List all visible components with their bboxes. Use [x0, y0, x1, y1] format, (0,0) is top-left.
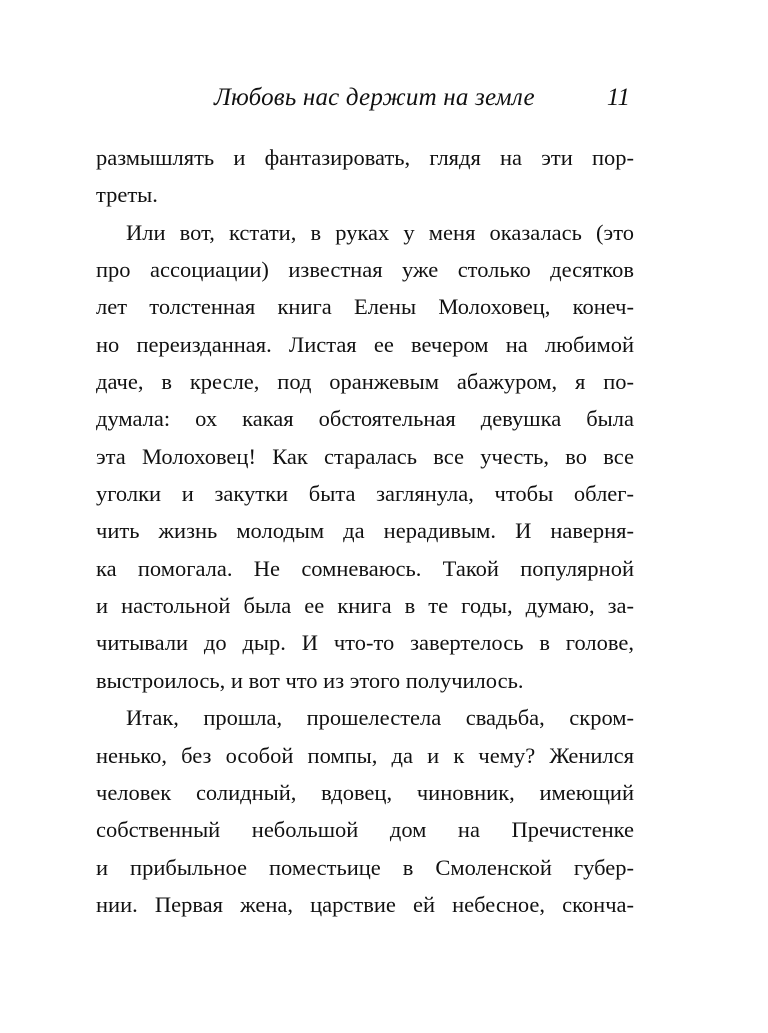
running-title: Любовь нас держит на земле [214, 84, 535, 111]
text-line: человек солидный, вдовец, чиновник, имеющий [96, 779, 634, 805]
page-number: 11 [606, 84, 630, 111]
text-line: читывали до дыр. И что-то завертелось в голове, [96, 630, 634, 656]
text-line: треты. [96, 182, 158, 208]
text-line: размышлять и фантазировать, глядя на эти пор- [96, 145, 634, 170]
text-line: выстроилось, и вот что из этого получилось. [96, 667, 524, 693]
text-line: чить жизнь молодым да нерадивым. И наверня- [96, 518, 634, 544]
text-line: думала: ох какая обстоятельная девушка была [96, 406, 634, 432]
running-header [96, 84, 634, 120]
text-line: нии. Первая жена, царствие ей небесное, сконча- [96, 891, 634, 917]
text-line: ненько, без особой помпы, да и к чему? Женился [96, 742, 634, 768]
text-line: лет толстенная книга Елены Молоховец, конеч- [96, 294, 634, 320]
text-line: про ассоциации) известная уже столько десятков [96, 257, 634, 283]
text-line: ка помогала. Не сомневаюсь. Такой популярной [96, 555, 634, 581]
text-line: эта Молоховец! Как старалась все учесть, во все [96, 443, 634, 469]
text-line: но переизданная. Листая ее вечером на любимой [96, 331, 634, 357]
text-line: и прибыльное поместьице в Смоленской губер- [96, 854, 634, 880]
text-line: Или вот, кстати, в руках у меня оказалась (это [126, 219, 634, 245]
text-line: Итак, прошла, прошелестела свадьба, скром- [126, 705, 634, 731]
text-line: даче, в кресле, под оранжевым абажуром, я по- [96, 369, 634, 395]
text-line: собственный небольшой дом на Пречистенке [96, 817, 634, 843]
text-line: уголки и закутки быта заглянула, чтобы облег- [96, 481, 634, 507]
body-text [96, 139, 634, 923]
text-line: и настольной была ее книга в те годы, думаю, за- [96, 593, 634, 619]
